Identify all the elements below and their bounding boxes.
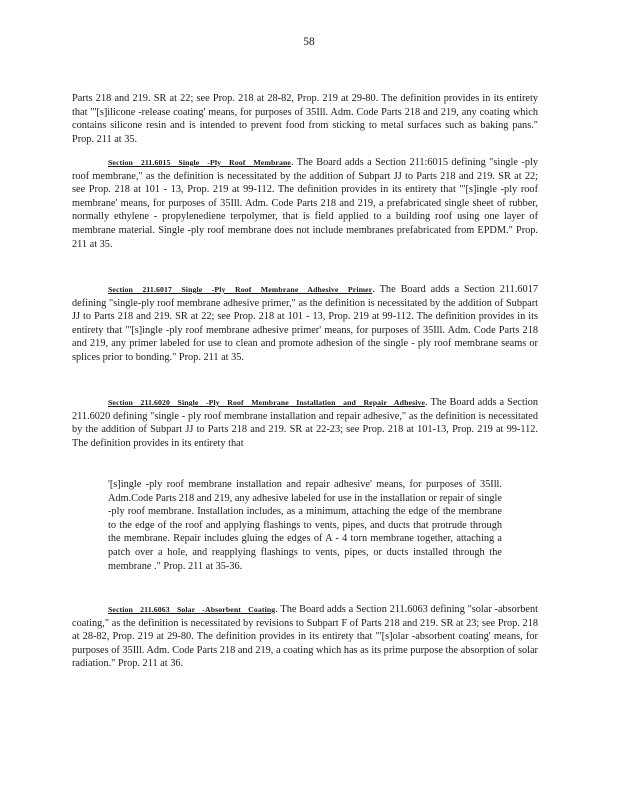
paragraph-text: . The Board adds a Section 211.6017 defining "single-ply roof membrane adhesive primer," as the definition is necessitated by the addition of Subpart JJ to Parts 218 and 219. SR at 22; see Prop. 218 at 101 - 13, Prop. 219 at 99-112. The definition provides in its entirety that "'[s]ingle -ply roof membrane adhesive primer' means, for purposes of 35Ill. Adm. Code Parts 218 and 219, any primer labeled for use to clean and promote adhesion of the single - ply roof membrane seams or splices prior to bonding." Prop. 211 at 35. <box>72 284 538 363</box>
paragraph-silicone-release-coating <box>72 92 538 146</box>
paragraph-installation-repair-adhesive <box>72 396 538 450</box>
paragraph-adhesive-primer <box>72 283 538 365</box>
paragraph-solar-absorbent-coating <box>72 603 538 671</box>
page-number: 58 <box>303 36 315 48</box>
section-heading: Section 211.6017 Single -Ply Roof Membrane Adhesive Primer <box>108 285 373 294</box>
section-heading: Section 211.6020 Single -Ply Roof Membrane Installation and Repair Adhesive <box>108 398 426 407</box>
block-quote <box>108 478 502 573</box>
section-heading: Section 211.6015 Single -Ply Roof Membrane <box>108 158 291 167</box>
paragraph-text: . The Board adds a Section 211.6063 defining "solar -absorbent coating," as the definition is necessitated by revisions to Subpart F of Parts 218 and 219. SR at 23; see Prop. 218 at 28-82, Prop. 219 at 29-80. The definition provides in its entirety that "'[s]olar -absorbent coating' means, for purposes of 35Ill. Adm. Code Parts 218 and 219, a coating which has as its prime purpose the absorption of solar radiation." Prop. 211 at 36. <box>72 604 538 670</box>
section-heading: Section 211.6063 Solar -Absorbent Coating <box>108 605 276 614</box>
paragraph-text: . The Board adds a Section 211.6020 defining "single - ply roof membrane installation and repair adhesive," as the definition is necessitated by the addition of Subpart JJ to Parts 218 and 219. SR at 22-23; see Prop. 218 at 101-13, Prop. 219 at 99-112. The definition provides in its entirety that <box>72 397 538 449</box>
paragraph-single-ply-roof-membrane <box>72 156 538 251</box>
paragraph-text: Parts 218 and 219. SR at 22; see Prop. 218 at 28-82, Prop. 219 at 29-80. The definition provides in its entirety that "'[s]ilicone -release coating' means, for purposes of 35Ill. Adm. Code Parts 218 and 219, any coating which contains silicone resin and is intended to prevent food from sticking to metal surfaces such as baking pans." Prop. 211 at 35. <box>72 93 538 145</box>
paragraph-text: . The Board adds a Section 211:6015 defining "single -ply roof membrane," as the definition is necessitated by the addition of Subpart JJ to Parts 218 and 219. SR at 22; see Prop. 218 at 101 - 13, Prop. 219 at 99-112. The definition provides in its entirety that "'[s]ingle -ply roof membrane' means, for purposes of 35Ill. Adm. Code Parts 218 and 219, a prefabricated single sheet of rubber, normally ethylene - propylenediene terpolymer, that is field applied to a building roof using one layer of membrane material. Single -ply roof membrane does not include membranes prefabricated from EPDM." Prop. 211 at 35. <box>72 157 538 250</box>
quote-text: '[s]ingle -ply roof membrane installation and repair adhesive' means, for purposes of 35Ill. Adm.Code Parts 218 and 219, any adhesive labeled for use in the installation or repair of single -ply roof membrane. Installation includes, as a minimum, attaching the edge of the membrane to the edge of the roof and applying flashings to vents, pipes, and ducts that protrude through the membrane. Repair includes gluing the edges of A - 4 torn membrane together, attaching a patch over a hole, and reapplying flashings to vents, pipes, or ducts installed through the membrane ." Prop. 211 at 35-36. <box>108 479 502 572</box>
